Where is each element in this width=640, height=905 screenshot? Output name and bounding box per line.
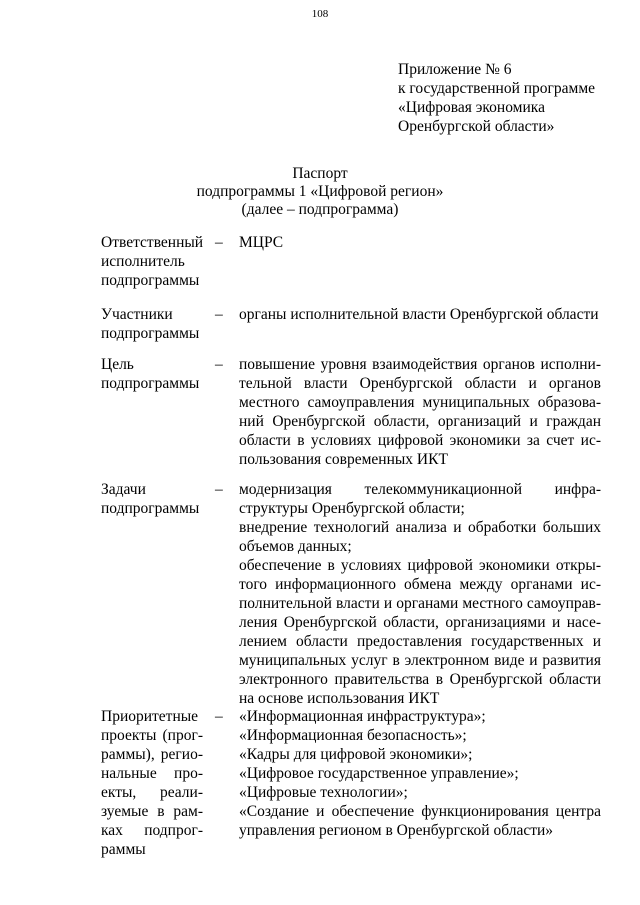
value-line: ний Оренбургской области, организаций и граждан bbox=[239, 413, 601, 430]
row-dash: – bbox=[215, 708, 223, 725]
label-line: Задачи bbox=[101, 481, 146, 498]
value-line: «Информационная безопасность»; bbox=[239, 727, 467, 744]
row-label bbox=[101, 480, 203, 518]
value-line: области в условиях цифровой экономики за счет ис- bbox=[239, 432, 601, 449]
title-line: Паспорт bbox=[292, 165, 348, 182]
value-line: внедрение технологий анализа и обработки больших bbox=[239, 519, 601, 536]
row-dash: – bbox=[215, 356, 223, 373]
value-line: полнительной власти и органами местного самоуправ- bbox=[239, 595, 601, 612]
row-value bbox=[239, 707, 601, 840]
row-label bbox=[101, 305, 203, 343]
appendix-header bbox=[398, 60, 628, 136]
label-line: подпрограммы bbox=[101, 325, 200, 342]
appendix-line: к государственной программе bbox=[398, 80, 596, 97]
title-line: подпрограммы 1 «Цифровой регион» bbox=[196, 183, 444, 200]
value-line: модернизация телекоммуникационной инфра- bbox=[239, 481, 601, 498]
value-line: лением области предоставления государственных и bbox=[239, 633, 601, 650]
value-line: на основе использования ИКТ bbox=[239, 690, 440, 707]
row-dash: – bbox=[215, 234, 223, 251]
document-title bbox=[0, 165, 640, 219]
label-line: проекты (прог- bbox=[101, 727, 203, 744]
row-value bbox=[239, 305, 601, 324]
row-dash: – bbox=[215, 306, 223, 323]
value-line: ления Оренбургской области, организациями и насе- bbox=[239, 614, 601, 631]
label-line: подпрограммы bbox=[101, 500, 200, 517]
appendix-line: Приложение № 6 bbox=[398, 61, 512, 78]
value-line: объемов данных; bbox=[239, 538, 352, 555]
value-line: тельной власти Оренбургской области и органов bbox=[239, 375, 601, 392]
label-line: раммы bbox=[101, 841, 146, 858]
value-line: местного самоуправления муниципальных образова- bbox=[239, 394, 601, 411]
value-line: «Цифровое государственное управление»; bbox=[239, 765, 519, 782]
value-line: «Цифровые технологии»; bbox=[239, 784, 408, 801]
value-line: органы исполнительной власти Оренбургской области bbox=[239, 306, 599, 323]
value-line: электронного правительства в Оренбургской области bbox=[239, 671, 601, 688]
label-line: Ответственный bbox=[101, 234, 204, 251]
row-label bbox=[101, 707, 203, 859]
label-line: ках подпрог- bbox=[101, 822, 203, 839]
value-line: «Создание и обеспечение функционирования центра bbox=[239, 803, 601, 820]
title-line: (далее – подпрограмма) bbox=[241, 201, 399, 218]
value-line: повышение уровня взаимодействия органов исполни- bbox=[239, 356, 601, 373]
label-line: Приоритетные bbox=[101, 708, 199, 725]
page-number: 108 bbox=[311, 8, 329, 20]
row-label bbox=[101, 233, 203, 290]
value-line: структуры Оренбургской области; bbox=[239, 500, 465, 517]
row-label bbox=[101, 355, 203, 393]
label-line: зуемые в рам- bbox=[101, 803, 203, 820]
label-line: раммы), регио- bbox=[101, 746, 203, 763]
value-line: МЦРС bbox=[239, 234, 284, 251]
label-line: екты, реали- bbox=[101, 784, 203, 801]
value-line: муниципальных услуг в электронном виде и развития bbox=[239, 652, 601, 669]
row-value bbox=[239, 355, 601, 469]
label-line: подпрограммы bbox=[101, 272, 200, 289]
label-line: исполнитель bbox=[101, 253, 185, 270]
value-line: «Кадры для цифровой экономики»; bbox=[239, 746, 473, 763]
appendix-line: «Цифровая экономика bbox=[398, 99, 545, 116]
appendix-line: Оренбургской области» bbox=[398, 118, 555, 135]
row-dash: – bbox=[215, 481, 223, 498]
value-line: того информационного обмена между органами ис- bbox=[239, 576, 601, 593]
label-line: нальные про- bbox=[101, 765, 203, 782]
row-value bbox=[239, 480, 601, 708]
label-line: Участники bbox=[101, 306, 173, 323]
value-line: обеспечение в условиях цифровой экономики откры- bbox=[239, 557, 601, 574]
label-line: Цель bbox=[101, 356, 134, 373]
label-line: подпрограммы bbox=[101, 375, 200, 392]
row-value bbox=[239, 233, 601, 252]
value-line: «Информационная инфраструктура»; bbox=[239, 708, 486, 725]
value-line: управления регионом в Оренбургской области» bbox=[239, 822, 554, 839]
value-line: пользования современных ИКТ bbox=[239, 451, 448, 468]
